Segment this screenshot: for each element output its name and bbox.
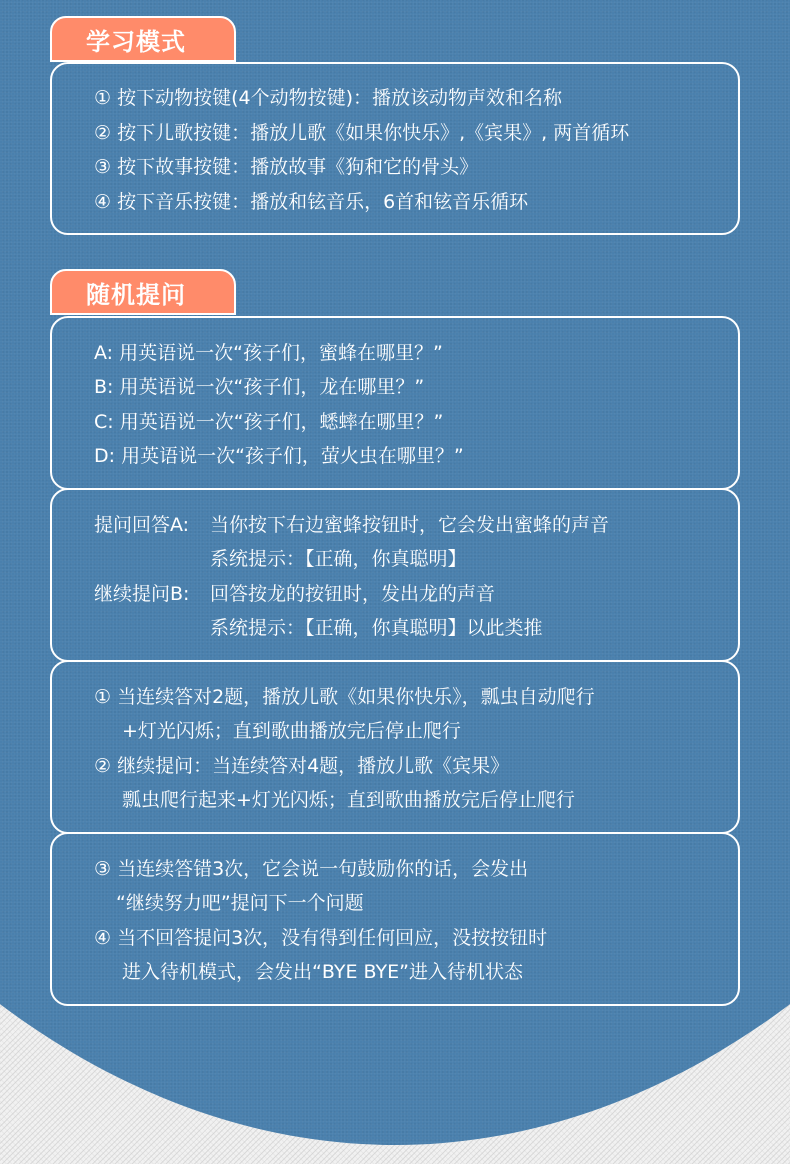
question-item: D: 用英语说一次“孩子们，萤火虫在哪里？” [94, 445, 464, 467]
reward-line: +灯光闪烁；直到歌曲播放完后停止爬行 [122, 720, 461, 742]
answer-a-text: 当你按下右边蜜蜂按钮时，它会发出蜜蜂的声音 [210, 514, 610, 536]
fallback-line: 进入待机模式，会发出“BYE BYE”进入待机状态 [122, 961, 523, 983]
rewards-box [50, 660, 740, 834]
reward-line: ① 当连续答对2题，播放儿歌《如果你快乐》，瓢虫自动爬行 [94, 686, 595, 708]
fallbacks-box [50, 832, 740, 1006]
question-item: A: 用英语说一次“孩子们，蜜蜂在哪里？” [94, 342, 443, 364]
question-item: C: 用英语说一次“孩子们，蟋蟀在哪里？” [94, 411, 444, 433]
learning-item: ③ 按下故事按键：播放故事《狗和它的骨头》 [94, 156, 479, 178]
fallback-line: “继续努力吧”提问下一个问题 [116, 892, 364, 914]
answer-a-hint: 系统提示：【正确，你真聪明】 [210, 548, 467, 570]
answer-b-hint: 系统提示：【正确，你真聪明】以此类推 [210, 617, 543, 639]
answer-b-text: 回答按龙的按钮时，发出龙的声音 [210, 583, 496, 605]
answer-b-label: 继续提问B: [94, 583, 190, 605]
reward-line: ② 继续提问：当连续答对4题，播放儿歌《宾果》 [94, 755, 510, 777]
random-question-title: 随机提问 [86, 280, 186, 309]
questions-box [50, 316, 740, 490]
fallback-line: ④ 当不回答提问3次，没有得到任何回应，没按按钮时 [94, 927, 548, 949]
reward-line: 瓢虫爬行起来+灯光闪烁；直到歌曲播放完后停止爬行 [122, 789, 575, 811]
fallback-line: ③ 当连续答错3次，它会说一句鼓励你的话，会发出 [94, 858, 529, 880]
question-item: B: 用英语说一次“孩子们，龙在哪里？” [94, 376, 425, 398]
learning-item: ① 按下动物按键(4个动物按键)：播放该动物声效和名称 [94, 87, 562, 109]
learning-item: ④ 按下音乐按键：播放和铉音乐，6首和铉音乐循环 [94, 191, 529, 213]
answers-box [50, 488, 740, 662]
learning-mode-tab [50, 16, 236, 62]
random-question-tab [50, 269, 236, 315]
answer-a-label: 提问回答A: [94, 514, 190, 536]
learning-mode-title: 学习模式 [86, 27, 186, 56]
learning-mode-box [50, 62, 740, 235]
learning-item: ② 按下儿歌按键：播放儿歌《如果你快乐》,《宾果》, 两首循环 [94, 122, 630, 144]
